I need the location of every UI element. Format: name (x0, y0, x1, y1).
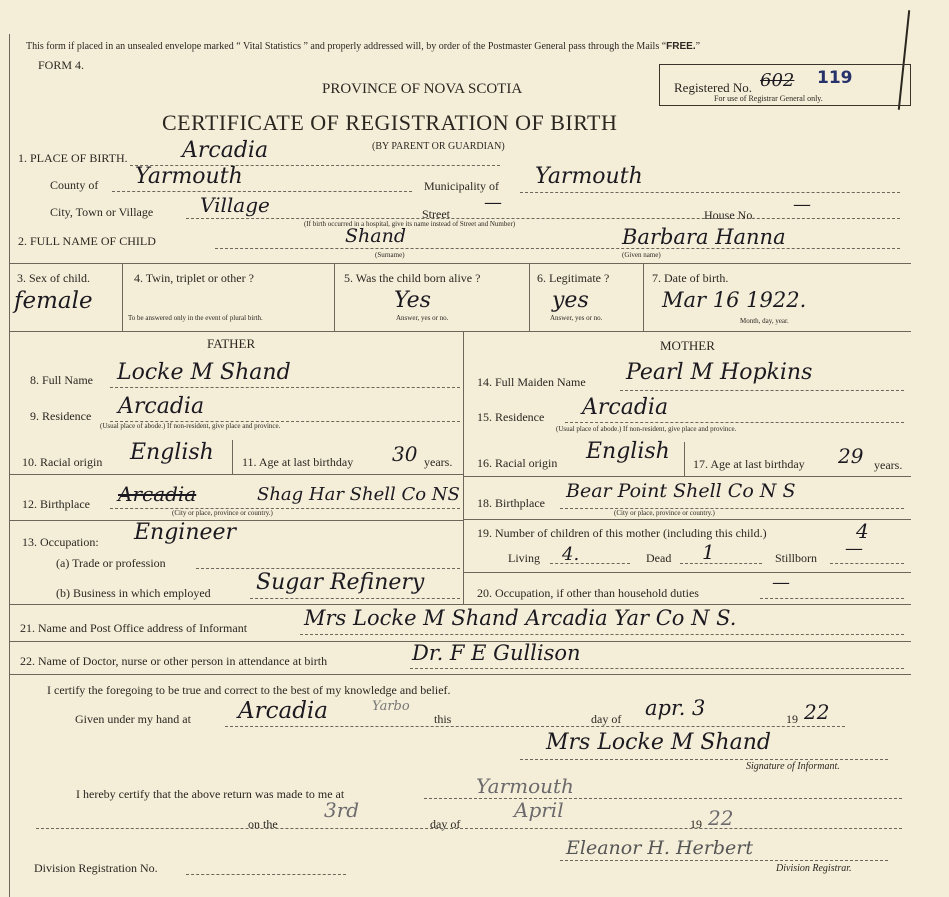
informant-signature: Mrs Locke M Shand (546, 730, 771, 755)
father-residence-label: 9. Residence (30, 409, 92, 423)
father-occupation: Engineer (134, 520, 237, 545)
alive-value: Yes (394, 288, 431, 313)
surname-caption: (Surname) (375, 251, 405, 259)
county-line (112, 191, 412, 192)
trade-line (196, 568, 460, 569)
informant-value: Mrs Locke M Shand Arcadia Yar Co N S. (304, 606, 737, 630)
mother-name-line (620, 390, 904, 391)
registered-number: 119 (817, 68, 853, 88)
this-label: this (434, 712, 452, 726)
father-birthplace-struck: Arcadia (118, 482, 197, 506)
mother-children-bottom (463, 572, 911, 573)
alive-note: Answer, yes or no. (396, 314, 449, 322)
twin-note: To be answered only in the event of plural birth. (128, 314, 263, 322)
father-abode-note: (Usual place of abode.) If non-resident, give place and province. (100, 422, 281, 430)
signature-caption: Signature of Informant. (746, 761, 840, 772)
mother-heading: MOTHER (660, 338, 715, 353)
mother-racial-div (684, 442, 685, 476)
doctor-line (410, 668, 904, 669)
father-name-line (110, 387, 460, 388)
mother-residence-line (565, 422, 904, 423)
trade-label: (a) Trade or profession (56, 556, 166, 570)
parents-divider (463, 331, 464, 604)
year-prefix: 19 (786, 712, 798, 726)
legitimate-note: Answer, yes or no. (550, 314, 603, 322)
father-birthplace-label: 12. Birthplace (22, 497, 90, 511)
row3-div-3 (529, 263, 530, 331)
mother-residence: Arcadia (582, 395, 669, 420)
hereby-statement: I hereby certify that the above return was made to me at (76, 787, 345, 801)
father-business: Sugar Refinery (256, 570, 425, 595)
mother-birthplace-note: (City or place, province or country.) (614, 509, 715, 517)
doctor-bottom (9, 674, 911, 675)
child-name-label: 2. FULL NAME OF CHILD (18, 234, 156, 248)
row3-bottom-line (9, 331, 911, 332)
mother-years: years. (874, 458, 903, 472)
given-under-label: Given under my hand at (75, 712, 191, 726)
street-value: — (484, 192, 502, 213)
given-name-caption: (Given name) (622, 251, 661, 259)
business-label: (b) Business in which employed (56, 586, 211, 600)
registered-label: Registered No. (674, 80, 752, 95)
registration-day-of: day of (430, 817, 461, 831)
division-registration-label: Division Registration No. (34, 861, 158, 875)
given-year: 22 (804, 700, 830, 724)
registration-day: 3rd (324, 798, 360, 822)
living-count: 4. (562, 544, 580, 565)
row3-top-line (9, 263, 911, 264)
doctor-value: Dr. F E Gullison (412, 641, 581, 665)
father-racial-bottom (9, 474, 463, 475)
sex-label: 3. Sex of child. (17, 271, 90, 285)
father-age: 30 (392, 442, 418, 466)
mother-birthplace: Bear Point Shell Co N S (566, 480, 796, 502)
certify-divider (36, 828, 902, 829)
stillborn-count: — (845, 538, 863, 559)
city-label: City, Town or Village (50, 205, 154, 219)
given-date: apr. 3 (645, 696, 706, 720)
twin-label: 4. Twin, triplet or other ? (134, 271, 254, 285)
informant-line (300, 634, 904, 635)
mother-birthplace-line (560, 508, 904, 509)
given-place: Arcadia (238, 698, 328, 724)
registrar-signature: Eleanor H. Herbert (566, 837, 753, 859)
father-birthplace-note: (City or place, province or country.) (172, 509, 273, 517)
mother-racial: English (586, 439, 670, 464)
dob-note: Month, day, year. (740, 317, 789, 325)
municipality-label: Municipality of (424, 179, 499, 193)
mailing-notice-text: This form if placed in an unsealed envelope marked “ Vital Statistics ” and properly addressed will, by order of the Postmaster General pass through the Mails “ (26, 41, 667, 52)
father-racial-label: 10. Racial origin (22, 455, 103, 469)
parents-bottom-line (9, 604, 911, 605)
father-name-label: 8. Full Name (30, 373, 93, 387)
registration-year: 22 (708, 806, 734, 830)
municipality-value: Yarmouth (535, 164, 643, 189)
mother-birthplace-bottom (463, 519, 911, 520)
father-birthplace-line (110, 508, 460, 509)
free-mark: FREE. (666, 41, 696, 52)
child-given-name: Barbara Hanna (622, 225, 786, 249)
legitimate-value: yes (552, 288, 589, 313)
stillborn-line (830, 563, 904, 564)
row3-div-2 (334, 263, 335, 331)
father-name: Locke M Shand (117, 360, 291, 385)
dead-count: 1 (702, 540, 715, 564)
mother-residence-label: 15. Residence (477, 410, 545, 424)
row3-div-1 (122, 263, 123, 331)
father-racial: English (130, 440, 214, 465)
doctor-label: 22. Name of Doctor, nurse or other person in attendance at birth (20, 654, 328, 668)
mother-racial-bottom (463, 476, 911, 477)
place-of-birth-label: 1. PLACE OF BIRTH. (18, 151, 128, 165)
mother-age: 29 (838, 444, 864, 468)
dob-value: Mar 16 1922. (662, 288, 807, 312)
house-label: House No. (704, 208, 756, 222)
mother-birthplace-label: 18. Birthplace (477, 496, 545, 510)
signature-line (520, 759, 888, 760)
father-occupation-label: 13. Occupation: (22, 535, 99, 549)
child-surname: Shand (345, 225, 406, 247)
mother-abode-note: (Usual place of abode.) If non-resident, give place and province. (556, 425, 737, 433)
sex-value: female (14, 288, 93, 314)
day-of-label: day of (591, 712, 622, 726)
dead-line (680, 563, 762, 564)
father-residence: Arcadia (118, 394, 205, 419)
mother-name: Pearl M Hopkins (626, 360, 813, 385)
row3-div-4 (643, 263, 644, 331)
legitimate-label: 6. Legitimate ? (537, 271, 610, 285)
registration-place: Yarmouth (476, 774, 574, 798)
province-title: PROVINCE OF NOVA SCOTIA (322, 81, 523, 97)
father-heading: FATHER (207, 336, 256, 351)
dob-label: 7. Date of birth. (652, 271, 729, 285)
city-line (186, 218, 900, 219)
certify-statement: I certify the foregoing to be true and correct to the best of my knowledge and belief. (47, 683, 451, 697)
mailing-notice-end: ” (695, 41, 701, 52)
given-place-note: Yarbo (372, 699, 410, 714)
place-of-birth-value: Arcadia (182, 138, 269, 163)
form-number: FORM 4. (38, 58, 85, 72)
certificate-subtitle: (BY PARENT OR GUARDIAN) (372, 141, 505, 152)
father-years: years. (424, 455, 453, 469)
left-border (9, 34, 10, 897)
children-count: 4 (856, 519, 869, 543)
father-birthplace: Shag Har Shell Co NS (257, 484, 460, 505)
mother-occupation-label: 20. Occupation, if other than household duties (477, 586, 699, 600)
mother-occupation-line (760, 598, 904, 599)
division-registration-line (186, 874, 346, 875)
given-line (225, 726, 845, 727)
stillborn-label: Stillborn (775, 551, 818, 565)
on-the-label: on the (248, 817, 278, 831)
alive-label: 5. Was the child born alive ? (344, 271, 481, 285)
house-value: — (793, 194, 811, 215)
hospital-note: (If birth occurred in a hospital, give its name instead of Street and Number) (304, 220, 516, 228)
registered-struck-number: 602 (760, 70, 795, 91)
city-value: Village (200, 193, 270, 217)
father-racial-div (232, 440, 233, 474)
father-age-label: 11. Age at last birthday (242, 455, 354, 469)
living-line (550, 563, 630, 564)
registration-year-prefix: 19 (690, 817, 702, 831)
mother-age-label: 17. Age at last birthday (693, 457, 805, 471)
street-label: Street (422, 207, 450, 221)
mother-name-label: 14. Full Maiden Name (477, 375, 586, 389)
business-line (250, 598, 460, 599)
registration-month: April (514, 798, 564, 822)
mailing-notice (26, 42, 700, 52)
informant-label: 21. Name and Post Office address of Informant (20, 621, 248, 635)
registration-place-line (424, 798, 902, 799)
registrar-caption: Division Registrar. (776, 863, 852, 874)
dead-label: Dead (646, 551, 672, 565)
county-value: Yarmouth (135, 164, 243, 189)
living-label: Living (508, 551, 540, 565)
child-name-line (215, 248, 900, 249)
children-count-label: 19. Number of children of this mother (including this child.) (477, 526, 767, 540)
mother-occupation: — (772, 572, 790, 593)
father-birthplace-bottom (9, 520, 463, 521)
certificate-title: CERTIFICATE OF REGISTRATION OF BIRTH (162, 110, 618, 135)
mother-racial-label: 16. Racial origin (477, 456, 558, 470)
municipality-line (520, 192, 900, 193)
registrar-line (560, 860, 888, 861)
registrar-note: For use of Registrar General only. (714, 94, 823, 103)
county-label: County of (50, 178, 99, 192)
